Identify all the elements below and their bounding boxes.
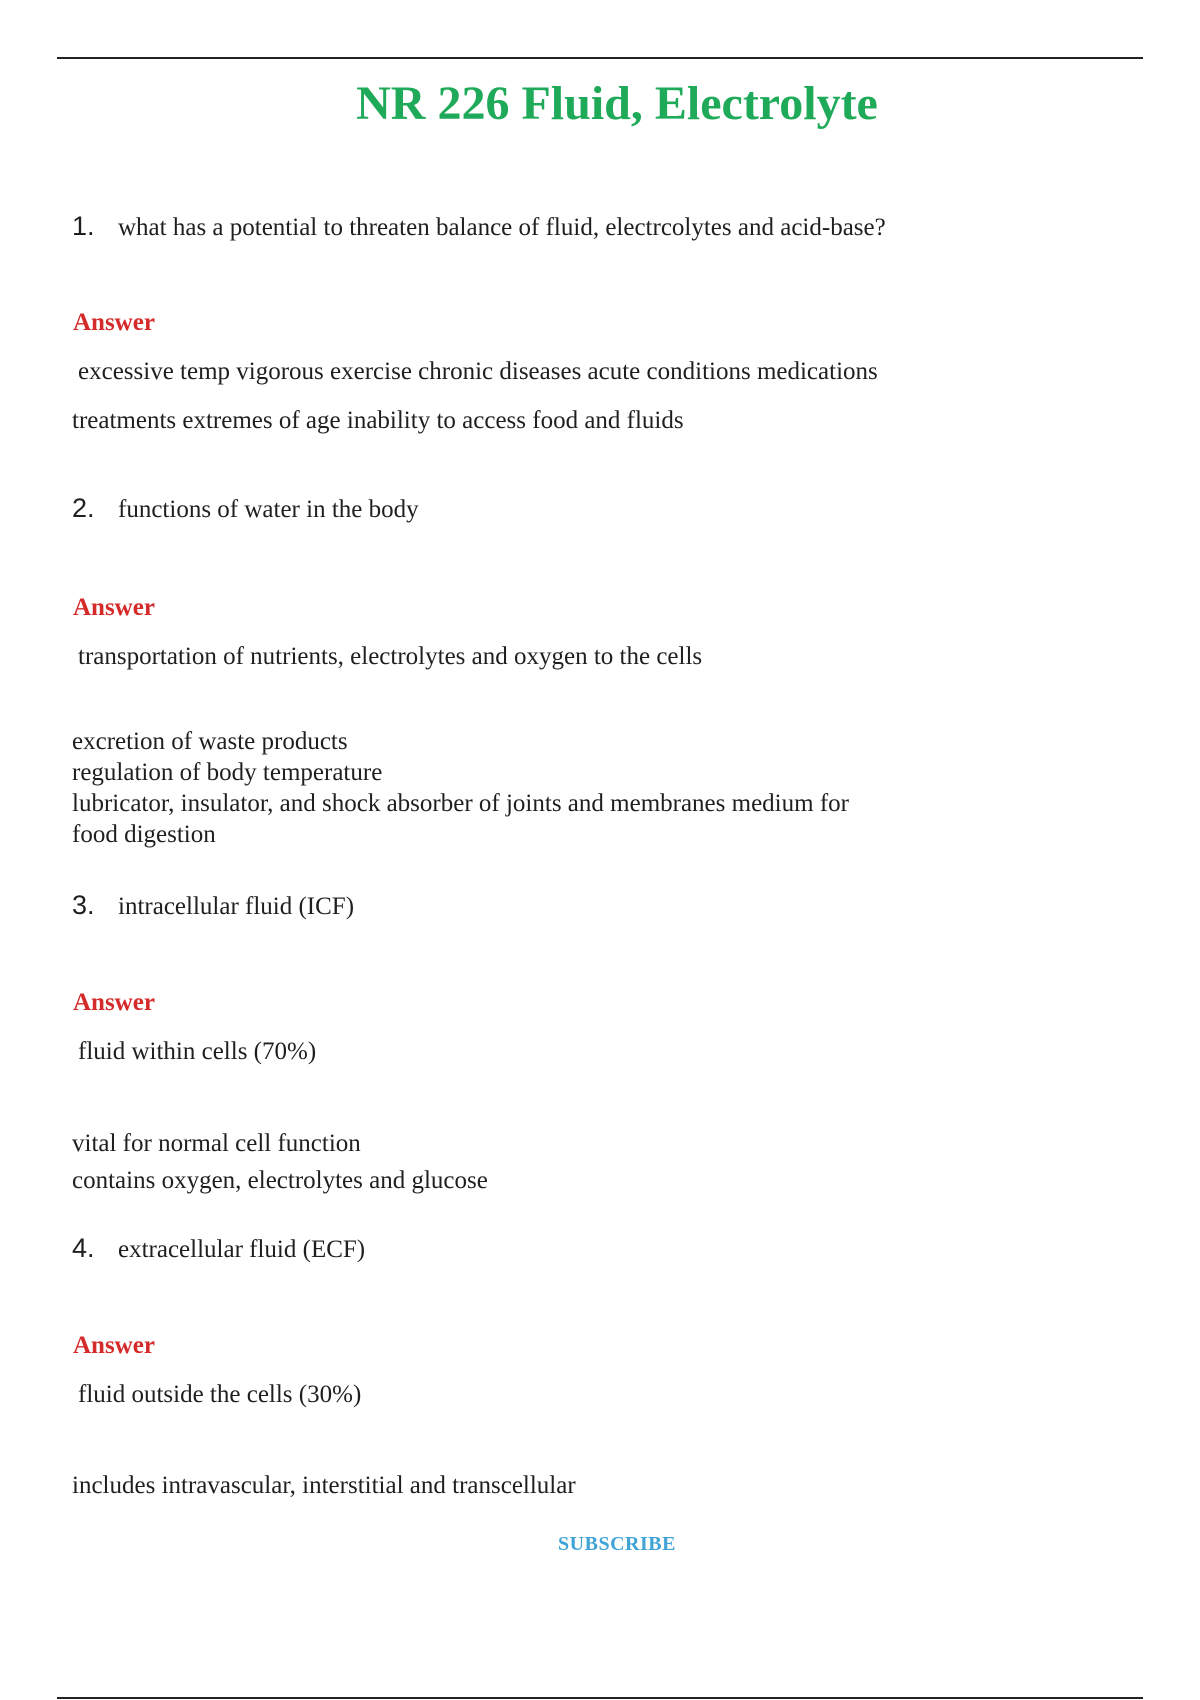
detail-line: lubricator, insulator, and shock absorber of joints and membranes medium for (72, 790, 849, 817)
detail-line: food digestion (72, 821, 216, 848)
question-text: what has a potential to threaten balance of fluid, electrcolytes and acid-base? (118, 214, 886, 241)
question-3 (72, 890, 354, 921)
answer-line: excessive temp vigorous exercise chronic diseases acute conditions medications (78, 358, 878, 385)
answer-line: treatments extremes of age inability to access food and fluids (72, 407, 684, 434)
question-number: 2. (72, 493, 95, 523)
question-number: 3. (72, 890, 95, 920)
answer-details (72, 1470, 576, 1501)
bottom-rule (57, 1697, 1143, 1699)
question-number: 4. (72, 1233, 95, 1263)
answer-details (72, 1125, 488, 1199)
subscribe-link[interactable]: SUBSCRIBE (558, 1533, 676, 1555)
question-2 (72, 493, 419, 524)
detail-line: regulation of body temperature (72, 759, 383, 786)
answer-label: Answer (73, 1332, 155, 1359)
question-text: intracellular fluid (ICF) (118, 893, 355, 920)
question-1 (72, 211, 886, 242)
detail-line: contains oxygen, electrolytes and glucose (72, 1167, 488, 1194)
question-number: 1. (72, 211, 95, 241)
answer-label: Answer (73, 309, 155, 336)
top-rule (57, 57, 1143, 59)
detail-line: vital for normal cell function (72, 1130, 361, 1157)
detail-line: excretion of waste products (72, 728, 348, 755)
question-text: functions of water in the body (118, 496, 419, 523)
answer-line: transportation of nutrients, electrolytes and oxygen to the cells (78, 643, 703, 670)
detail-line: includes intravascular, interstitial and transcellular (72, 1472, 576, 1499)
question-4 (72, 1233, 365, 1264)
answer-details (72, 726, 849, 850)
question-text: extracellular fluid (ECF) (118, 1236, 366, 1263)
answer-line: fluid outside the cells (30%) (78, 1381, 362, 1408)
answer-label: Answer (73, 989, 155, 1016)
answer-label: Answer (73, 594, 155, 621)
answer-line: fluid within cells (70%) (78, 1038, 317, 1065)
document-title: NR 226 Fluid, Electrolyte (356, 77, 878, 130)
